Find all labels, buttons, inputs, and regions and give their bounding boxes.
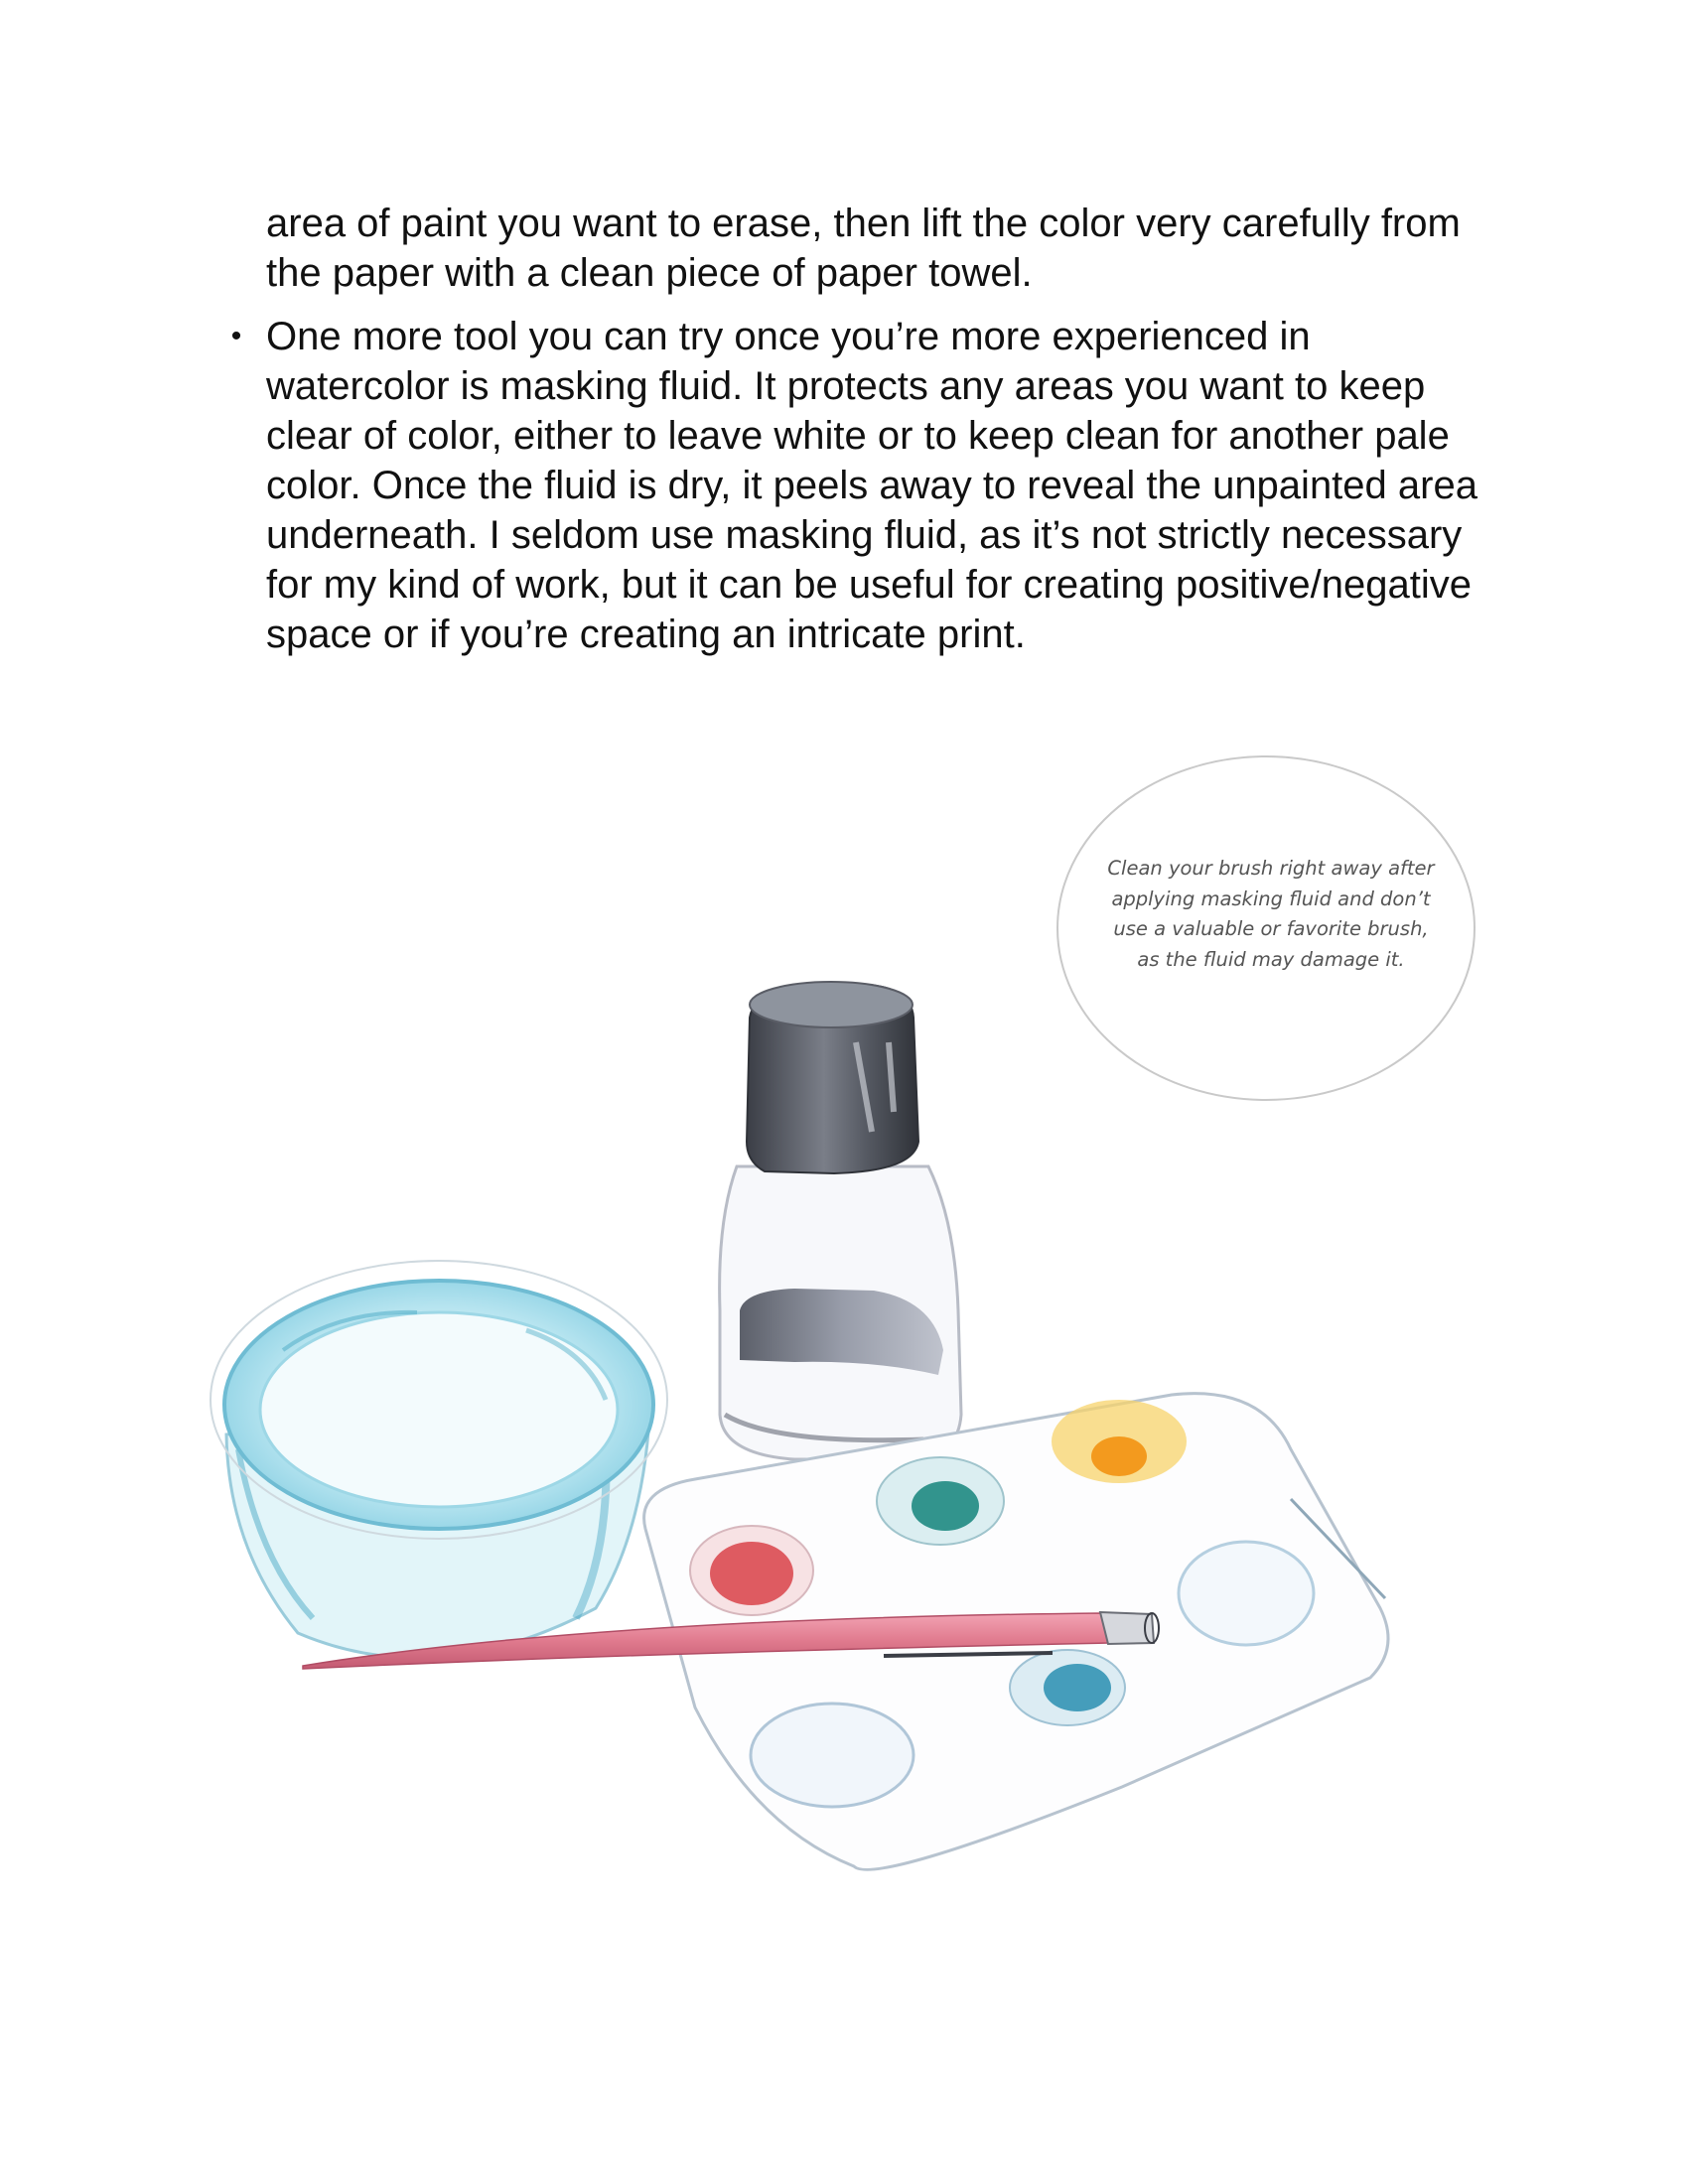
paint-well-empty-right	[1179, 1542, 1314, 1645]
bullet-text: One more tool you can try once you’re more experienced in watercolor is masking fluid. It protects any areas you want to keep clear of color, either to leave white or to keep clean for another pale color. Once the fluid is dry, it peels away to reveal the unpainted area underneath. I seldom use masking fluid, as it’s not strictly necessary for my kind of work, but it can be useful for creating positive/negative space or if you’re creating an intricate print.	[266, 315, 1477, 656]
water-jar	[211, 1261, 667, 1658]
paint-well-empty-bottom	[751, 1704, 914, 1807]
continuation-paragraph: area of paint you want to erase, then lift the color very carefully from the paper with a clean piece of paper towel.	[266, 202, 1461, 295]
callout-tip-text: Clean your brush right away after applying masking fluid and don’t use a valuable or favorite brush, as the fluid may damage it.	[1107, 857, 1435, 971]
bullet-marker: •	[230, 320, 242, 352]
masking-fluid-bottle	[720, 982, 961, 1459]
